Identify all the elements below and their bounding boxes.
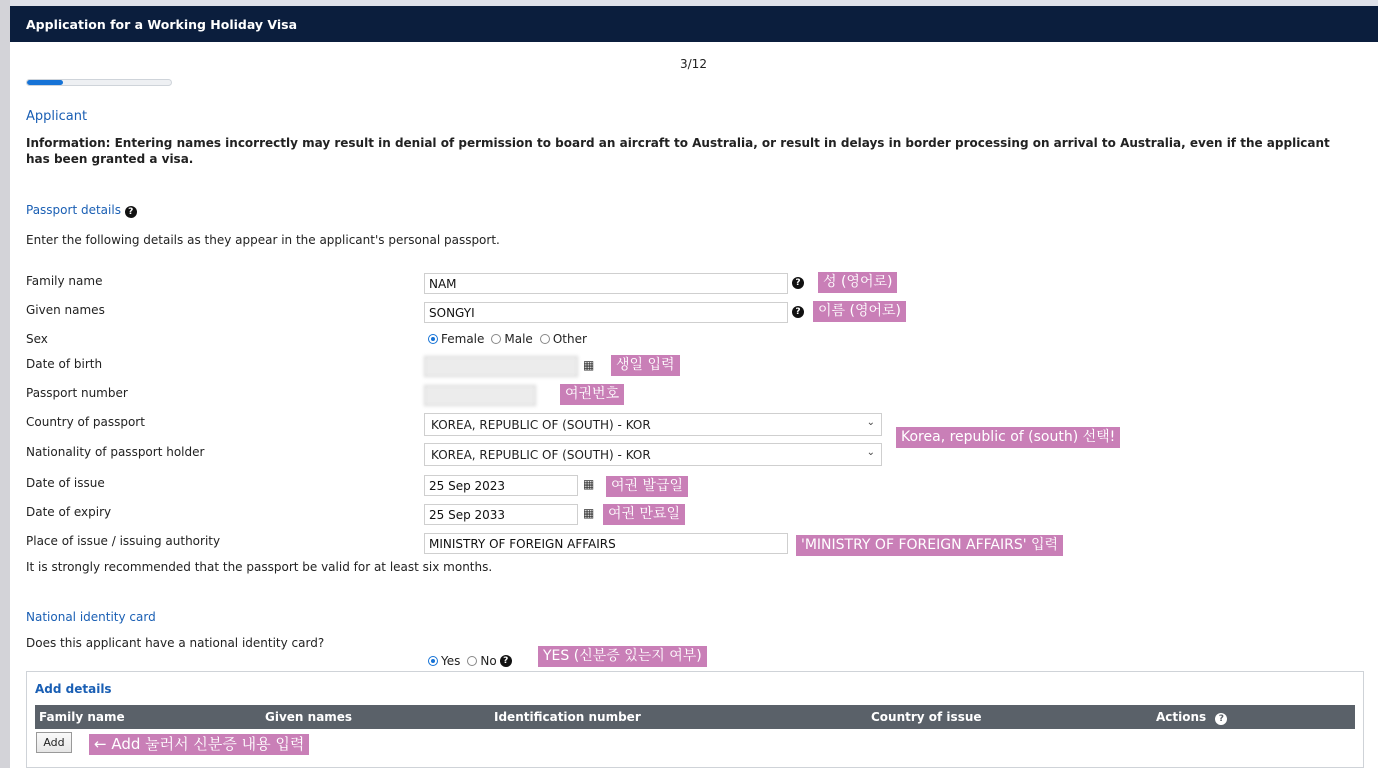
place-issue-label: Place of issue / issuing authority xyxy=(26,534,221,548)
col-identification-number: Identification number xyxy=(494,710,641,724)
passport-heading-text: Passport details xyxy=(26,203,121,217)
radio-female-label: Female xyxy=(441,332,485,346)
passport-number-label: Passport number xyxy=(26,386,128,400)
chevron-down-icon: ⌄ xyxy=(866,417,875,428)
sex-radio-group xyxy=(428,332,587,346)
passport-instruction: Enter the following details as they appear in the applicant's personal passport. xyxy=(26,233,500,247)
radio-other-label: Other xyxy=(552,332,587,346)
page-title: Application for a Working Holiday Visa xyxy=(10,6,1378,42)
annotation-date-issue: 여권 발급일 xyxy=(606,476,688,497)
help-icon[interactable]: ? xyxy=(792,306,804,318)
annotation-family-name: 성 (영어로) xyxy=(818,272,897,293)
annotation-date-expiry: 여권 만료일 xyxy=(603,504,685,525)
radio-no[interactable] xyxy=(467,656,477,666)
passport-number-field[interactable] xyxy=(424,385,536,406)
col-country-of-issue: Country of issue xyxy=(871,710,982,724)
annotation-id-card: YES (신분증 있는지 여부) xyxy=(538,646,707,667)
applicant-info: Information: Entering names incorrectly may result in denial of permission to board an aircraft to Australia, or result in delays in border processing on arrival to Australia, even if the applicant has been granted a visa. xyxy=(26,136,1330,166)
annotation-place-issue: 'MINISTRY OF FOREIGN AFFAIRS' 입력 xyxy=(796,535,1063,556)
page-counter: 3/12 xyxy=(680,57,707,71)
help-icon[interactable]: ? xyxy=(1215,713,1227,725)
id-card-radio-group xyxy=(428,654,512,668)
help-icon[interactable]: ? xyxy=(792,277,804,289)
add-button[interactable]: Add xyxy=(36,732,72,753)
radio-female[interactable] xyxy=(428,334,438,344)
sex-label: Sex xyxy=(26,332,48,346)
help-icon[interactable]: ? xyxy=(500,655,512,667)
add-details-title: Add details xyxy=(35,682,112,696)
applicant-heading: Applicant xyxy=(26,109,88,124)
given-names-label: Given names xyxy=(26,303,105,317)
col-family-name: Family name xyxy=(39,710,125,724)
annotation-given-names: 이름 (영어로) xyxy=(813,301,906,322)
family-name-field[interactable]: NAM xyxy=(424,273,788,294)
help-icon[interactable]: ? xyxy=(125,206,137,218)
col-given-names: Given names xyxy=(265,710,353,724)
col-actions-label: Actions xyxy=(1156,710,1207,724)
id-card-table-header xyxy=(35,705,1355,729)
annotation-passport-number: 여권번호 xyxy=(560,384,624,405)
annotation-dob: 생일 입력 xyxy=(611,355,680,376)
left-rail xyxy=(0,0,10,768)
country-select[interactable] xyxy=(424,413,882,436)
progress-bar xyxy=(26,79,172,86)
place-issue-field[interactable]: MINISTRY OF FOREIGN AFFAIRS xyxy=(424,533,788,554)
dob-field[interactable] xyxy=(424,356,578,377)
passport-validity-note: It is strongly recommended that the passport be valid for at least six months. xyxy=(26,560,493,574)
date-issue-label: Date of issue xyxy=(26,476,105,490)
calendar-icon[interactable]: ▦ xyxy=(583,358,595,372)
id-card-heading: National identity card xyxy=(26,610,156,624)
col-actions xyxy=(1156,710,1227,725)
family-name-label: Family name xyxy=(26,274,103,288)
dob-label: Date of birth xyxy=(26,357,103,371)
country-label: Country of passport xyxy=(26,415,145,429)
id-card-details-panel xyxy=(26,671,1364,768)
given-names-field[interactable]: SONGYI xyxy=(424,302,788,323)
radio-male-label: Male xyxy=(504,332,533,346)
radio-other[interactable] xyxy=(540,334,550,344)
radio-yes-label: Yes xyxy=(441,654,461,668)
nationality-select-value: KOREA, REPUBLIC OF (SOUTH) - KOR xyxy=(431,448,651,462)
progress-fill xyxy=(27,80,63,85)
calendar-icon[interactable]: ▦ xyxy=(583,506,595,520)
country-select-value: KOREA, REPUBLIC OF (SOUTH) - KOR xyxy=(431,418,651,432)
radio-male[interactable] xyxy=(491,334,501,344)
nationality-select[interactable] xyxy=(424,443,882,466)
date-expiry-label: Date of expiry xyxy=(26,505,112,519)
annotation-add: ← Add 눌러서 신분증 내용 입력 xyxy=(89,734,309,755)
chevron-down-icon: ⌄ xyxy=(866,447,875,458)
date-issue-field[interactable]: 25 Sep 2023 xyxy=(424,475,578,496)
radio-yes[interactable] xyxy=(428,656,438,666)
passport-heading xyxy=(26,203,137,218)
radio-no-label: No xyxy=(480,654,497,668)
date-expiry-field[interactable]: 25 Sep 2033 xyxy=(424,504,578,525)
calendar-icon[interactable]: ▦ xyxy=(583,477,595,491)
id-card-question: Does this applicant have a national identity card? xyxy=(26,636,325,650)
nationality-label: Nationality of passport holder xyxy=(26,445,205,459)
annotation-country: Korea, republic of (south) 선택! xyxy=(896,427,1120,448)
